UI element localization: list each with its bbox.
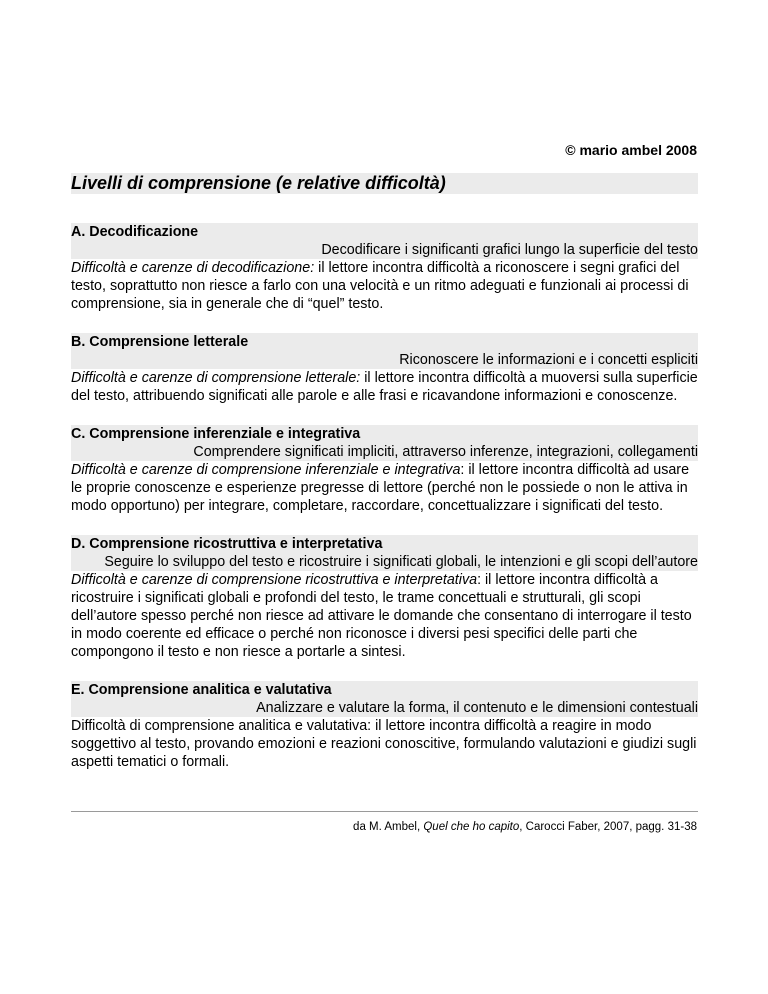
level-section-b: [71, 333, 698, 405]
section-difficulty: [71, 369, 698, 405]
section-goal: Analizzare e valutare la forma, il contenuto e le dimensioni contestuali: [71, 699, 698, 717]
section-heading: A. Decodificazione: [71, 223, 698, 241]
difficulty-text: il lettore incontra difficoltà a muoversi sulla superficie del testo, attribuendo significati alle parole e alle frasi e ricavandone informazioni e conoscenze.: [71, 370, 698, 404]
difficulty-text: il lettore incontra difficoltà a riconoscere i segni grafici del testo, soprattutto non riesce a farlo con una velocità e un ritmo adeguati e funzionali ai processi di comprensione, sia in generale che di “quel” testo.: [71, 260, 689, 312]
section-heading: D. Comprensione ricostruttiva e interpretativa: [71, 535, 698, 553]
level-section-d: [71, 535, 698, 661]
level-section-a: [71, 223, 698, 313]
section-goal: Comprendere significati impliciti, attraverso inferenze, integrazioni, collegamenti: [71, 443, 698, 461]
section-heading: C. Comprensione inferenziale e integrativa: [71, 425, 698, 443]
level-section-c: [71, 425, 698, 515]
difficulty-lead: Difficoltà e carenze di decodificazione:: [71, 260, 315, 276]
title-bar: [71, 173, 698, 194]
section-goal: Riconoscere le informazioni e i concetti espliciti: [71, 351, 698, 369]
level-section-e: [71, 681, 698, 771]
section-goal: Seguire lo sviluppo del testo e ricostruire i significati globali, le intenzioni e gli scopi dell’autore: [71, 553, 698, 571]
difficulty-lead: Difficoltà e carenze di comprensione inferenziale e integrativa: [71, 462, 461, 478]
section-difficulty: [71, 259, 698, 313]
difficulty-lead: Difficoltà e carenze di comprensione letterale:: [71, 370, 361, 386]
section-goal: Decodificare i significanti grafici lungo la superficie del testo: [71, 241, 698, 259]
section-heading: E. Comprensione analitica e valutativa: [71, 681, 698, 699]
difficulty-text: : il lettore incontra difficoltà a ricostruire i significati globali e profondi del testo, le trame concettuali e strutturali, gli scopi dell’autore spesso perché non riesce ad attivare le domande che consentano di interrogare il testo in modo coerente ed efficace o perché non riconosce i diversi pesi specifici delle parti che compongono il testo e non riesce a portarle a sintesi.: [71, 572, 692, 660]
section-heading: B. Comprensione letterale: [71, 333, 698, 351]
section-difficulty: [71, 571, 698, 661]
levels-list: [71, 223, 698, 791]
difficulty-text: : il lettore incontra difficoltà ad usare le proprie conoscenze e esperienze pregresse di lettore (perché non le possiede o non le attiva in modo opportuno) per integrare, completare, raccordare, concettualizzare i significati del testo.: [71, 462, 690, 514]
citation-suffix: , Carocci Faber, 2007, pagg. 31-38: [519, 821, 697, 833]
source-citation: [353, 820, 697, 834]
difficulty-text: il lettore incontra difficoltà a reagire in modo soggettivo al testo, provando emozioni e reazioni conoscitive, formulando valutazioni e giudizi sugli aspetti tematici o formali.: [71, 718, 697, 770]
footer-divider: [71, 811, 698, 812]
section-difficulty: [71, 717, 698, 771]
citation-book-title: Quel che ho capito: [423, 821, 520, 833]
citation-prefix: da M. Ambel,: [353, 821, 424, 833]
difficulty-lead: Difficoltà di comprensione analitica e valutativa:: [71, 718, 372, 734]
section-difficulty: [71, 461, 698, 515]
page-title: Livelli di comprensione (e relative difficoltà): [71, 173, 446, 193]
copyright-notice: © mario ambel 2008: [565, 142, 697, 158]
difficulty-lead: Difficoltà e carenze di comprensione ricostruttiva e interpretativa: [71, 572, 478, 588]
